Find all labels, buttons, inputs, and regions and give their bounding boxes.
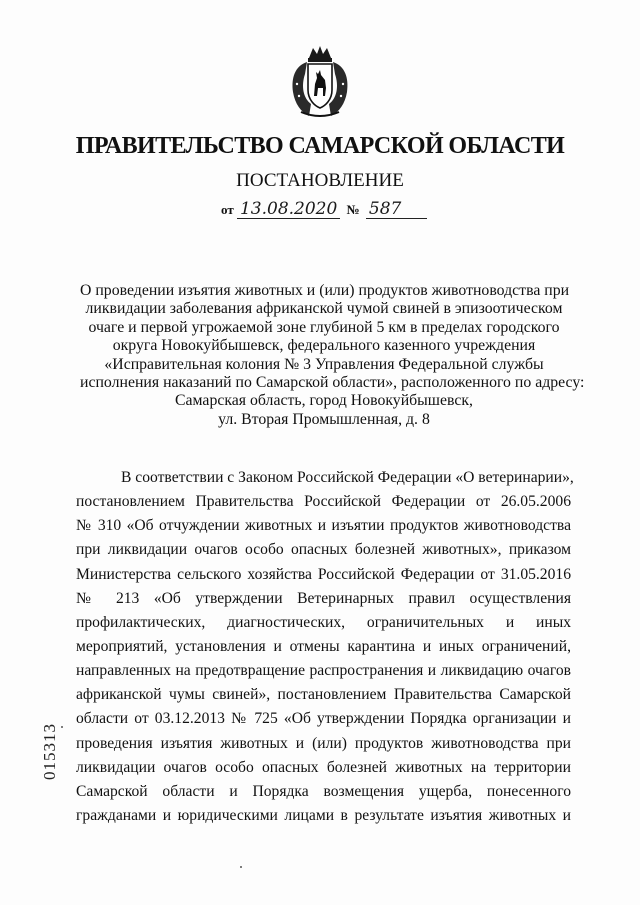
date-prefix: от (221, 202, 234, 217)
government-title: ПРАВИТЕЛЬСТВО САМАРСКОЙ ОБЛАСТИ (75, 133, 565, 159)
subject-line: исполнения наказаний по Самарской области», расположенного по адресу: (80, 374, 585, 392)
body-line: проведения изъятия животных и (или) продуктов животноводства при (76, 734, 571, 752)
subject-line: Самарская область, город Новокуйбышевск, (175, 392, 473, 410)
document-body (76, 466, 574, 828)
margin-mark (61, 726, 63, 728)
document-type: ПОСТАНОВЛЕНИЕ (236, 170, 404, 191)
body-line: гражданами и юридическими лицами в результате изъятия животных и (76, 806, 571, 824)
subject-line: ликвидации заболевания африканской чумой свиней в эпизоотическом (85, 300, 563, 318)
number-prefix: № (346, 202, 360, 217)
serial-number-stamp: 015313 (40, 723, 59, 780)
body-line: направленных на предотвращение распространения и ликвидацию очагов (76, 662, 571, 680)
document-subject (80, 282, 585, 429)
subject-line: О проведении изъятия животных и (или) продуктов животноводства при (80, 282, 570, 299)
body-line: постановлением Правительства Российской Федерации от 26.05.2006 (76, 493, 571, 511)
subject-line: очаге и первой угрожаемой зоне глубиной 5 км в пределах городского (88, 318, 560, 336)
samara-coat-of-arms-icon (287, 44, 353, 120)
body-line: африканской чумы свиней», постановлением Правительства Самарской (76, 686, 571, 704)
body-line: области от 03.12.2013 № 725 «Об утверждении Порядка организации и (76, 710, 571, 728)
body-line: Самарской области и Порядка возмещения ущерба, понесенного (76, 782, 571, 800)
subject-line: округа Новокуйбышевск, федерального казенного учреждения (112, 337, 536, 355)
document-date: 13.08.2020 (237, 200, 340, 219)
body-line: Министерства сельского хозяйства Российской Федерации от 31.05.2016 (76, 565, 571, 583)
body-line: ликвидации очагов особо опасных болезней животных на территории (76, 758, 571, 776)
body-line: № 310 «Об отчуждении животных и изъятии продуктов животноводства (76, 517, 571, 535)
body-line: при ликвидации очагов особо опасных болезней животных», приказом (76, 541, 571, 559)
document-number: 587 (366, 200, 427, 219)
subject-line: «Исправительная колония № 3 Управления Федеральной службы (104, 355, 544, 373)
subject-line: ул. Вторая Промышленная, д. 8 (218, 410, 430, 428)
body-line: мероприятий, установления и отмены карантина и иных ограничений, (76, 637, 571, 655)
date-number-line (221, 200, 427, 219)
margin-mark (240, 866, 242, 868)
body-line: В соответствии с Законом Российской Федерации «О ветеринарии», (121, 469, 574, 486)
body-line: профилактических, диагностических, ограничительных и иных (76, 613, 571, 631)
body-line: № 213 «Об утверждении Ветеринарных правил осуществления (76, 589, 571, 607)
